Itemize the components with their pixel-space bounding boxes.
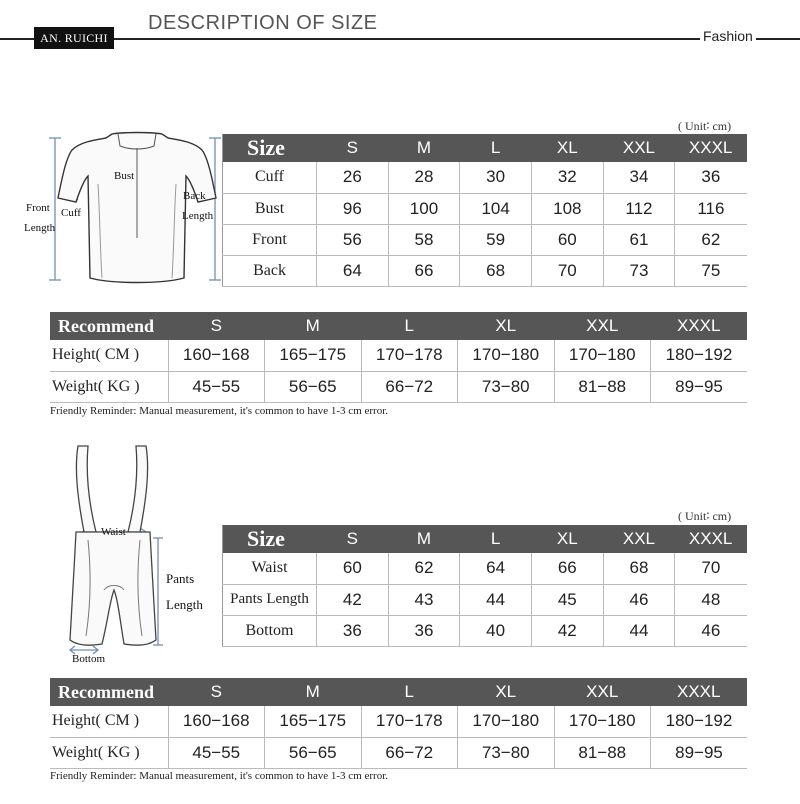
table-row (50, 371, 747, 402)
table-cell: 58 (388, 224, 460, 255)
table-cell: 170−178 (361, 340, 458, 371)
jersey-size-table (222, 134, 747, 287)
size-col-s: S (168, 312, 265, 340)
reminder-note: Friendly Reminder: Manual measurement, it's common to have 1-3 cm error. (50, 770, 389, 782)
table-cell: 66−72 (361, 737, 458, 768)
table-cell: 28 (388, 162, 460, 193)
table-cell: 44 (603, 615, 675, 646)
row-label: Pants Length (223, 584, 317, 615)
table-cell: 73−80 (458, 737, 555, 768)
waist-label: Waist (101, 526, 126, 538)
table-row (223, 584, 747, 615)
cuff-label: Cuff (61, 207, 81, 219)
table-row (223, 553, 747, 584)
size-col-xl: XL (531, 525, 603, 553)
table-row (223, 255, 747, 286)
table-cell: 160−168 (168, 340, 265, 371)
table-cell: 30 (460, 162, 532, 193)
table-cell: 68 (460, 255, 532, 286)
size-col-m: M (265, 678, 362, 706)
row-label: Waist (223, 553, 317, 584)
table-cell: 60 (531, 224, 603, 255)
size-header-row (223, 525, 747, 553)
size-col-s: S (317, 134, 389, 162)
table-cell: 104 (460, 193, 532, 224)
table-cell: 59 (460, 224, 532, 255)
recommend-header-row (50, 678, 747, 706)
table-cell: 100 (388, 193, 460, 224)
bottom-label: Bottom (72, 653, 106, 665)
bib-size-table (222, 525, 747, 647)
table-cell: 43 (388, 584, 460, 615)
size-col-xl: XL (458, 678, 555, 706)
table-cell: 165−175 (265, 706, 362, 737)
table-cell: 73 (603, 255, 675, 286)
size-col-l: L (460, 525, 532, 553)
table-cell: 89−95 (651, 371, 748, 402)
reminder-note: Friendly Reminder: Manual measurement, it's common to have 1-3 cm error. (50, 405, 389, 417)
table-cell: 112 (603, 193, 675, 224)
table-cell: 46 (603, 584, 675, 615)
size-col-m: M (265, 312, 362, 340)
row-label: Weight( KG ) (50, 737, 168, 768)
back-label: Back (183, 190, 206, 202)
table-cell: 56 (317, 224, 389, 255)
table-cell: 170−180 (554, 706, 651, 737)
table-cell: 170−180 (458, 706, 555, 737)
size-col-xxxl: XXXL (675, 134, 747, 162)
table-cell: 165−175 (265, 340, 362, 371)
table-cell: 60 (317, 553, 389, 584)
table-cell: 66−72 (361, 371, 458, 402)
size-col-xxxl: XXXL (651, 678, 748, 706)
table-cell: 68 (603, 553, 675, 584)
table-cell: 170−180 (554, 340, 651, 371)
table-cell: 34 (603, 162, 675, 193)
size-corner-label: Size (223, 134, 317, 162)
size-col-xxl: XXL (554, 678, 651, 706)
size-col-s: S (317, 525, 389, 553)
table-cell: 64 (460, 553, 532, 584)
size-col-m: M (388, 525, 460, 553)
table-cell: 40 (460, 615, 532, 646)
row-label: Cuff (223, 162, 317, 193)
unit-label: ( Unit∶ cm) (678, 509, 732, 523)
table-cell: 45−55 (168, 371, 265, 402)
pants-label: Pants (166, 571, 195, 586)
table-cell: 42 (531, 615, 603, 646)
size-col-m: M (388, 134, 460, 162)
table-cell: 73−80 (458, 371, 555, 402)
size-col-s: S (168, 678, 265, 706)
table-cell: 62 (675, 224, 747, 255)
header-tagline: Fashion (700, 28, 756, 44)
table-row (223, 615, 747, 646)
recommend-corner-label: Recommend (50, 312, 168, 340)
size-col-xl: XL (531, 134, 603, 162)
table-cell: 45 (531, 584, 603, 615)
brand-logo: AN. RUICHI (34, 27, 114, 49)
size-col-xxxl: XXXL (651, 312, 748, 340)
table-cell: 170−178 (361, 706, 458, 737)
table-cell: 108 (531, 193, 603, 224)
row-label: Height( CM ) (50, 706, 168, 737)
table-cell: 160−168 (168, 706, 265, 737)
table-cell: 75 (675, 255, 747, 286)
table-cell: 26 (317, 162, 389, 193)
recommend-corner-label: Recommend (50, 678, 168, 706)
table-cell: 70 (531, 255, 603, 286)
row-label: Bust (223, 193, 317, 224)
table-cell: 64 (317, 255, 389, 286)
header-rule (0, 38, 800, 40)
table-cell: 81−88 (554, 737, 651, 768)
unit-label: ( Unit∶ cm) (678, 119, 732, 133)
row-label: Back (223, 255, 317, 286)
size-col-xl: XL (458, 312, 555, 340)
page-title: DESCRIPTION OF SIZE (148, 12, 378, 34)
table-cell: 116 (675, 193, 747, 224)
table-cell: 46 (675, 615, 747, 646)
table-cell: 96 (317, 193, 389, 224)
table-cell: 56−65 (265, 737, 362, 768)
table-row (50, 706, 747, 737)
front-length-label: Length (24, 222, 56, 234)
size-header-row (223, 134, 747, 162)
table-cell: 180−192 (651, 340, 748, 371)
table-cell: 36 (317, 615, 389, 646)
table-cell: 36 (388, 615, 460, 646)
table-row (223, 224, 747, 255)
jersey-recommend-table (50, 312, 747, 403)
table-row (50, 737, 747, 768)
table-cell: 45−55 (168, 737, 265, 768)
bust-label: Bust (114, 170, 135, 182)
table-cell: 170−180 (458, 340, 555, 371)
table-row (50, 340, 747, 371)
row-label: Height( CM ) (50, 340, 168, 371)
table-cell: 61 (603, 224, 675, 255)
table-cell: 32 (531, 162, 603, 193)
pants-length-label: Length (166, 597, 203, 612)
bib-shorts-illustration (66, 440, 216, 665)
size-corner-label: Size (223, 525, 317, 553)
table-cell: 42 (317, 584, 389, 615)
table-cell: 81−88 (554, 371, 651, 402)
size-col-l: L (460, 134, 532, 162)
front-label: Front (26, 202, 50, 214)
size-col-xxxl: XXXL (675, 525, 747, 553)
table-cell: 56−65 (265, 371, 362, 402)
table-cell: 70 (675, 553, 747, 584)
table-cell: 66 (531, 553, 603, 584)
back-length-label: Length (182, 210, 214, 222)
size-col-l: L (361, 678, 458, 706)
bib-recommend-table (50, 678, 747, 769)
size-col-xxl: XXL (603, 134, 675, 162)
table-cell: 89−95 (651, 737, 748, 768)
size-col-l: L (361, 312, 458, 340)
table-cell: 36 (675, 162, 747, 193)
table-row (223, 162, 747, 193)
row-label: Weight( KG ) (50, 371, 168, 402)
recommend-header-row (50, 312, 747, 340)
size-col-xxl: XXL (603, 525, 675, 553)
row-label: Bottom (223, 615, 317, 646)
table-cell: 180−192 (651, 706, 748, 737)
table-cell: 62 (388, 553, 460, 584)
table-cell: 48 (675, 584, 747, 615)
table-row (223, 193, 747, 224)
table-cell: 44 (460, 584, 532, 615)
row-label: Front (223, 224, 317, 255)
size-col-xxl: XXL (554, 312, 651, 340)
table-cell: 66 (388, 255, 460, 286)
